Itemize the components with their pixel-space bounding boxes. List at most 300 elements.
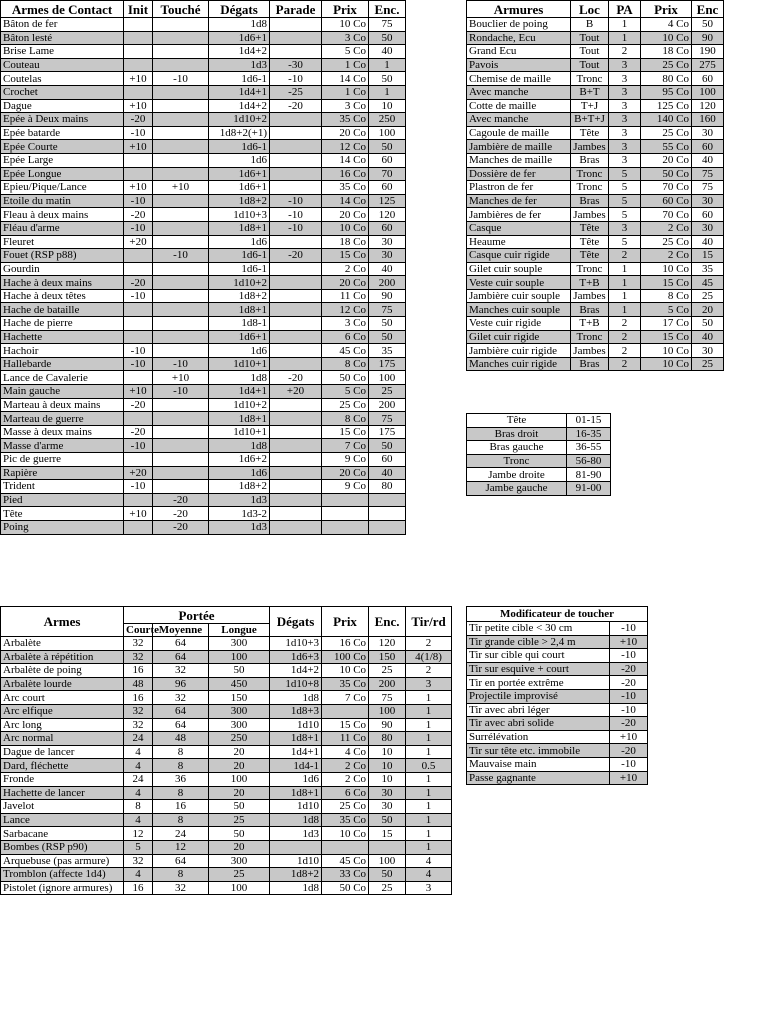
table-cell: +10	[610, 771, 648, 785]
table-cell	[369, 840, 406, 854]
table-cell: 1d4-1	[270, 759, 322, 773]
table-cell: Marteau à deux mains	[1, 398, 124, 412]
table-cell: 175	[369, 357, 406, 371]
table-cell: -20	[153, 493, 209, 507]
table-cell: Brise Lame	[1, 45, 124, 59]
table-cell: 1d8	[209, 18, 270, 32]
table-cell: Tronc	[571, 330, 609, 344]
table-cell	[153, 194, 209, 208]
table-cell: Masse d'arme	[1, 439, 124, 453]
table-cell	[153, 221, 209, 235]
table-cell: +10	[124, 140, 153, 154]
table-cell: 4 Co	[641, 18, 692, 32]
table-cell: 1d10+8	[270, 677, 322, 691]
table-cell	[322, 840, 369, 854]
table-cell: 4	[124, 786, 153, 800]
table-cell: 50	[209, 827, 270, 841]
table-cell: 15 Co	[641, 330, 692, 344]
table-cell: Cagoule de maille	[467, 126, 571, 140]
table-cell	[124, 18, 153, 32]
table-cell: 1d6-1	[209, 140, 270, 154]
table-cell: 3	[609, 72, 641, 86]
table-cell: Lance de Cavalerie	[1, 371, 124, 385]
table-cell: 120	[369, 208, 406, 222]
table-cell: 1d6	[209, 466, 270, 480]
table-cell: 50	[369, 868, 406, 882]
table-cell	[270, 303, 322, 317]
table-cell: Bras droit	[467, 427, 567, 441]
table-cell: +10	[153, 181, 209, 195]
table-cell: 200	[369, 276, 406, 290]
table-cell: 4	[124, 745, 153, 759]
table-cell: Fléau d'arme	[1, 221, 124, 235]
table-cell: 275	[692, 58, 724, 72]
table-cell: 10 Co	[322, 221, 369, 235]
table-cell	[153, 99, 209, 113]
table-cell: 25 Co	[641, 58, 692, 72]
table-row	[1, 371, 406, 385]
table-row	[467, 113, 724, 127]
table-row	[1, 221, 406, 235]
table-cell	[153, 276, 209, 290]
table-cell	[270, 412, 322, 426]
armour-header-row	[467, 1, 724, 18]
table-cell: Fleau à deux mains	[1, 208, 124, 222]
table-cell: 64	[153, 637, 209, 651]
table-cell: Tête	[1, 507, 124, 521]
table-cell	[270, 357, 322, 371]
table-cell: 1d3	[209, 493, 270, 507]
table-cell: +20	[124, 235, 153, 249]
hit-location-body	[467, 414, 611, 496]
table-cell: Tête	[571, 249, 609, 263]
table-cell: Manches de fer	[467, 194, 571, 208]
table-cell: -10	[610, 622, 648, 636]
table-cell: 100	[209, 881, 270, 895]
table-cell: Gilet cuir souple	[467, 262, 571, 276]
table-cell: 3	[609, 99, 641, 113]
table-cell: Jambières de fer	[467, 208, 571, 222]
col-header: Init	[124, 1, 153, 18]
table-cell: Tromblon (affecte 1d4)	[1, 868, 124, 882]
table-row	[1, 664, 452, 678]
table-cell: 96	[153, 677, 209, 691]
table-cell: Casque cuir rigide	[467, 249, 571, 263]
table-cell	[124, 412, 153, 426]
table-row	[467, 194, 724, 208]
table-cell: Hallebarde	[1, 357, 124, 371]
table-cell: 50 Co	[322, 371, 369, 385]
table-cell: 5	[609, 235, 641, 249]
table-cell	[153, 466, 209, 480]
table-cell: -10	[270, 194, 322, 208]
table-cell: Passe gagnante	[467, 771, 610, 785]
table-cell	[124, 520, 153, 534]
table-cell	[153, 45, 209, 59]
table-cell: -20	[153, 520, 209, 534]
table-row	[1, 262, 406, 276]
table-cell: Bras	[571, 303, 609, 317]
table-cell: 20 Co	[641, 153, 692, 167]
table-cell: Bras gauche	[467, 441, 567, 455]
table-cell	[270, 167, 322, 181]
table-cell	[270, 113, 322, 127]
table-cell: 50	[369, 317, 406, 331]
table-cell: Bombes (RSP p90)	[1, 840, 124, 854]
table-cell: Jambière de maille	[467, 140, 571, 154]
table-row	[1, 181, 406, 195]
table-row	[1, 881, 452, 895]
table-cell: 70 Co	[641, 208, 692, 222]
table-cell: 2	[609, 317, 641, 331]
table-cell: 2	[406, 637, 452, 651]
table-cell: 15	[692, 249, 724, 263]
table-cell: 2 Co	[322, 772, 369, 786]
table-cell: 1d4+2	[270, 664, 322, 678]
table-cell: 1d4+2	[209, 45, 270, 59]
table-cell: 60	[369, 181, 406, 195]
table-cell	[369, 520, 406, 534]
table-cell: 16	[124, 881, 153, 895]
table-cell: 200	[369, 398, 406, 412]
table-cell: Tir grande cible > 2,4 m	[467, 635, 610, 649]
table-cell: 40	[692, 235, 724, 249]
table-cell: 60 Co	[641, 194, 692, 208]
table-cell: Epée à Deux mains	[1, 113, 124, 127]
table-cell: 12	[153, 840, 209, 854]
table-cell: Casque	[467, 221, 571, 235]
table-cell: 32	[153, 881, 209, 895]
table-cell: 1d6+1	[209, 330, 270, 344]
table-row	[1, 344, 406, 358]
col-header: Portée	[124, 607, 270, 624]
table-cell: 1	[609, 303, 641, 317]
table-row	[1, 276, 406, 290]
table-cell: 16	[124, 664, 153, 678]
table-cell: Hachette	[1, 330, 124, 344]
table-cell: 32	[124, 718, 153, 732]
table-cell: 33 Co	[322, 868, 369, 882]
table-cell: Arc long	[1, 718, 124, 732]
table-cell	[270, 140, 322, 154]
table-cell: 20	[209, 786, 270, 800]
table-cell: 250	[369, 113, 406, 127]
table-row	[1, 317, 406, 331]
table-cell: 1d8+1	[270, 786, 322, 800]
table-cell: 1d6+1	[209, 31, 270, 45]
col-header: Armes	[1, 607, 124, 637]
table-cell	[153, 31, 209, 45]
table-cell: -10	[153, 249, 209, 263]
table-cell: 32	[153, 664, 209, 678]
table-cell: -10	[270, 72, 322, 86]
table-cell: 36-55	[567, 441, 611, 455]
table-cell: Bâton de fer	[1, 18, 124, 32]
table-cell: 2	[609, 330, 641, 344]
table-cell: 6 Co	[322, 786, 369, 800]
table-cell: Hachette de lancer	[1, 786, 124, 800]
table-cell: Bouclier de poing	[467, 18, 571, 32]
table-cell: B+T	[571, 85, 609, 99]
table-cell	[270, 276, 322, 290]
table-row	[467, 744, 648, 758]
table-cell: Bras	[571, 357, 609, 371]
table-cell: Etoile du matin	[1, 194, 124, 208]
table-cell: 1d8	[270, 691, 322, 705]
table-row	[467, 249, 724, 263]
table-cell: 1	[609, 276, 641, 290]
table-cell: 2	[609, 357, 641, 371]
hit-location-table	[466, 413, 611, 496]
table-cell: 32	[124, 637, 153, 651]
table-cell: 50	[692, 317, 724, 331]
table-cell: 64	[153, 650, 209, 664]
table-cell: 25	[692, 357, 724, 371]
table-cell: Fleuret	[1, 235, 124, 249]
table-cell: -25	[270, 85, 322, 99]
table-cell: Tir avec abri léger	[467, 703, 610, 717]
table-cell: 50	[209, 664, 270, 678]
table-cell: Pic de guerre	[1, 453, 124, 467]
table-cell	[153, 85, 209, 99]
table-cell: 1d3	[209, 520, 270, 534]
table-cell: 20 Co	[322, 276, 369, 290]
col-header: Prix	[322, 1, 369, 18]
table-cell: 4	[406, 868, 452, 882]
table-cell: 100 Co	[322, 650, 369, 664]
table-cell: Bras	[571, 153, 609, 167]
table-cell: 35 Co	[322, 113, 369, 127]
table-cell: 32	[124, 650, 153, 664]
table-row	[1, 99, 406, 113]
table-row	[467, 31, 724, 45]
modifiers-body	[467, 622, 648, 785]
table-cell: 1	[406, 827, 452, 841]
table-cell: 10 Co	[641, 344, 692, 358]
table-cell: 35	[692, 262, 724, 276]
table-cell	[153, 317, 209, 331]
table-cell: 75	[369, 18, 406, 32]
table-row	[467, 441, 611, 455]
table-row	[467, 18, 724, 32]
table-cell: 1d6+2	[209, 453, 270, 467]
table-cell: 35 Co	[322, 813, 369, 827]
table-cell	[124, 371, 153, 385]
table-cell: Epieu/Pique/Lance	[1, 181, 124, 195]
table-row	[1, 759, 452, 773]
table-cell: -20	[153, 507, 209, 521]
modifiers-title: Modificateur de toucher	[467, 607, 648, 622]
table-cell: 8	[153, 868, 209, 882]
table-cell: 1	[609, 262, 641, 276]
table-cell	[322, 704, 369, 718]
table-cell	[270, 18, 322, 32]
table-cell: 3 Co	[322, 31, 369, 45]
table-row	[467, 635, 648, 649]
table-cell: 5 Co	[641, 303, 692, 317]
table-cell: 30	[692, 344, 724, 358]
table-row	[1, 289, 406, 303]
table-cell: 1d8	[209, 371, 270, 385]
table-cell: Arc elfique	[1, 704, 124, 718]
table-cell: 1d3	[270, 827, 322, 841]
table-cell: 100	[369, 126, 406, 140]
table-cell: 1	[406, 732, 452, 746]
table-row	[1, 854, 452, 868]
table-cell: Pavois	[467, 58, 571, 72]
table-cell: 60	[369, 153, 406, 167]
table-cell: Gilet cuir rigide	[467, 330, 571, 344]
col-header: Prix	[322, 607, 369, 637]
table-row	[467, 126, 724, 140]
table-cell: 80	[369, 732, 406, 746]
table-cell: 1d4+1	[209, 385, 270, 399]
table-row	[467, 357, 724, 371]
table-cell: Tronc	[571, 167, 609, 181]
table-cell: 3 Co	[322, 99, 369, 113]
table-cell: 64	[153, 704, 209, 718]
table-cell: Fronde	[1, 772, 124, 786]
table-cell: 200	[369, 677, 406, 691]
table-cell: 10 Co	[641, 31, 692, 45]
table-cell: 1	[406, 745, 452, 759]
table-row	[1, 718, 452, 732]
table-cell: 50	[369, 813, 406, 827]
table-cell: 20 Co	[322, 126, 369, 140]
table-row	[467, 771, 648, 785]
table-cell: 30	[692, 194, 724, 208]
table-cell	[153, 439, 209, 453]
table-cell: 5	[609, 194, 641, 208]
table-cell: -10	[124, 344, 153, 358]
table-cell: 25 Co	[641, 126, 692, 140]
table-cell: 2	[609, 344, 641, 358]
table-cell: 30	[369, 786, 406, 800]
table-row	[1, 772, 452, 786]
table-cell: Bâton lesté	[1, 31, 124, 45]
table-cell: 16 Co	[322, 637, 369, 651]
table-cell: Jambière cuir rigide	[467, 344, 571, 358]
table-cell: 8 Co	[322, 412, 369, 426]
table-cell: Tronc	[467, 454, 567, 468]
table-cell: 8 Co	[641, 289, 692, 303]
table-cell: -30	[270, 58, 322, 72]
table-row	[1, 453, 406, 467]
table-cell	[270, 289, 322, 303]
table-cell	[270, 330, 322, 344]
table-cell: Tout	[571, 31, 609, 45]
table-cell: 15 Co	[322, 249, 369, 263]
table-cell: Jambe droite	[467, 468, 567, 482]
table-cell: Jambes	[571, 208, 609, 222]
table-cell: 8	[153, 786, 209, 800]
table-cell: 100	[369, 371, 406, 385]
table-cell	[124, 58, 153, 72]
table-cell	[153, 58, 209, 72]
table-cell: 4	[406, 854, 452, 868]
table-row	[467, 235, 724, 249]
table-cell: Tête	[571, 221, 609, 235]
table-cell: 1d6	[209, 153, 270, 167]
table-cell: 3 Co	[322, 317, 369, 331]
table-cell: 5	[609, 181, 641, 195]
table-cell: 1d8	[209, 439, 270, 453]
table-cell: 36	[153, 772, 209, 786]
table-row	[1, 153, 406, 167]
table-cell	[270, 45, 322, 59]
table-cell: +10	[124, 507, 153, 521]
table-cell: -10	[610, 689, 648, 703]
table-cell: 125	[369, 194, 406, 208]
table-cell	[124, 249, 153, 263]
table-row	[467, 414, 611, 428]
table-cell: 50 Co	[641, 167, 692, 181]
table-cell	[153, 398, 209, 412]
table-cell: Lance	[1, 813, 124, 827]
table-cell: 24	[153, 827, 209, 841]
table-cell: 3	[609, 221, 641, 235]
table-row	[467, 85, 724, 99]
table-cell: 1d10+3	[209, 208, 270, 222]
table-cell: 25 Co	[641, 235, 692, 249]
table-cell	[153, 208, 209, 222]
table-cell	[369, 507, 406, 521]
contact-header-row	[1, 1, 406, 18]
table-cell: Arquebuse (pas armure)	[1, 854, 124, 868]
table-cell: 30	[692, 221, 724, 235]
ranged-weapons-table	[0, 606, 452, 895]
table-cell: 3	[609, 140, 641, 154]
table-cell: 1	[609, 289, 641, 303]
table-row	[1, 691, 452, 705]
table-row	[1, 58, 406, 72]
table-cell: Veste cuir souple	[467, 276, 571, 290]
table-cell: Hachoir	[1, 344, 124, 358]
table-cell: Hache de pierre	[1, 317, 124, 331]
table-cell: 1	[406, 704, 452, 718]
table-cell: Arbalète à répétition	[1, 650, 124, 664]
table-cell: Gourdin	[1, 262, 124, 276]
table-cell: 1d6+1	[209, 167, 270, 181]
table-cell: +20	[124, 466, 153, 480]
table-row	[1, 398, 406, 412]
table-cell: -20	[610, 744, 648, 758]
table-cell	[124, 317, 153, 331]
col-header: Loc	[571, 1, 609, 18]
col-header: Enc.	[369, 607, 406, 637]
table-row	[1, 439, 406, 453]
table-cell: 64	[153, 718, 209, 732]
table-cell: 150	[209, 691, 270, 705]
table-cell: Manches cuir rigide	[467, 357, 571, 371]
table-cell	[153, 425, 209, 439]
table-cell: -20	[124, 398, 153, 412]
table-cell: 20	[209, 840, 270, 854]
table-cell: 50	[369, 31, 406, 45]
table-cell: 8	[153, 759, 209, 773]
table-cell: 50 Co	[322, 881, 369, 895]
table-cell: Hache à deux têtes	[1, 289, 124, 303]
table-row	[467, 689, 648, 703]
table-cell: 20 Co	[322, 208, 369, 222]
table-cell	[124, 330, 153, 344]
table-cell: 125 Co	[641, 99, 692, 113]
table-row	[1, 786, 452, 800]
table-cell: 1d6	[270, 772, 322, 786]
table-cell	[270, 181, 322, 195]
table-cell: 4 Co	[322, 745, 369, 759]
table-cell: 7 Co	[322, 439, 369, 453]
